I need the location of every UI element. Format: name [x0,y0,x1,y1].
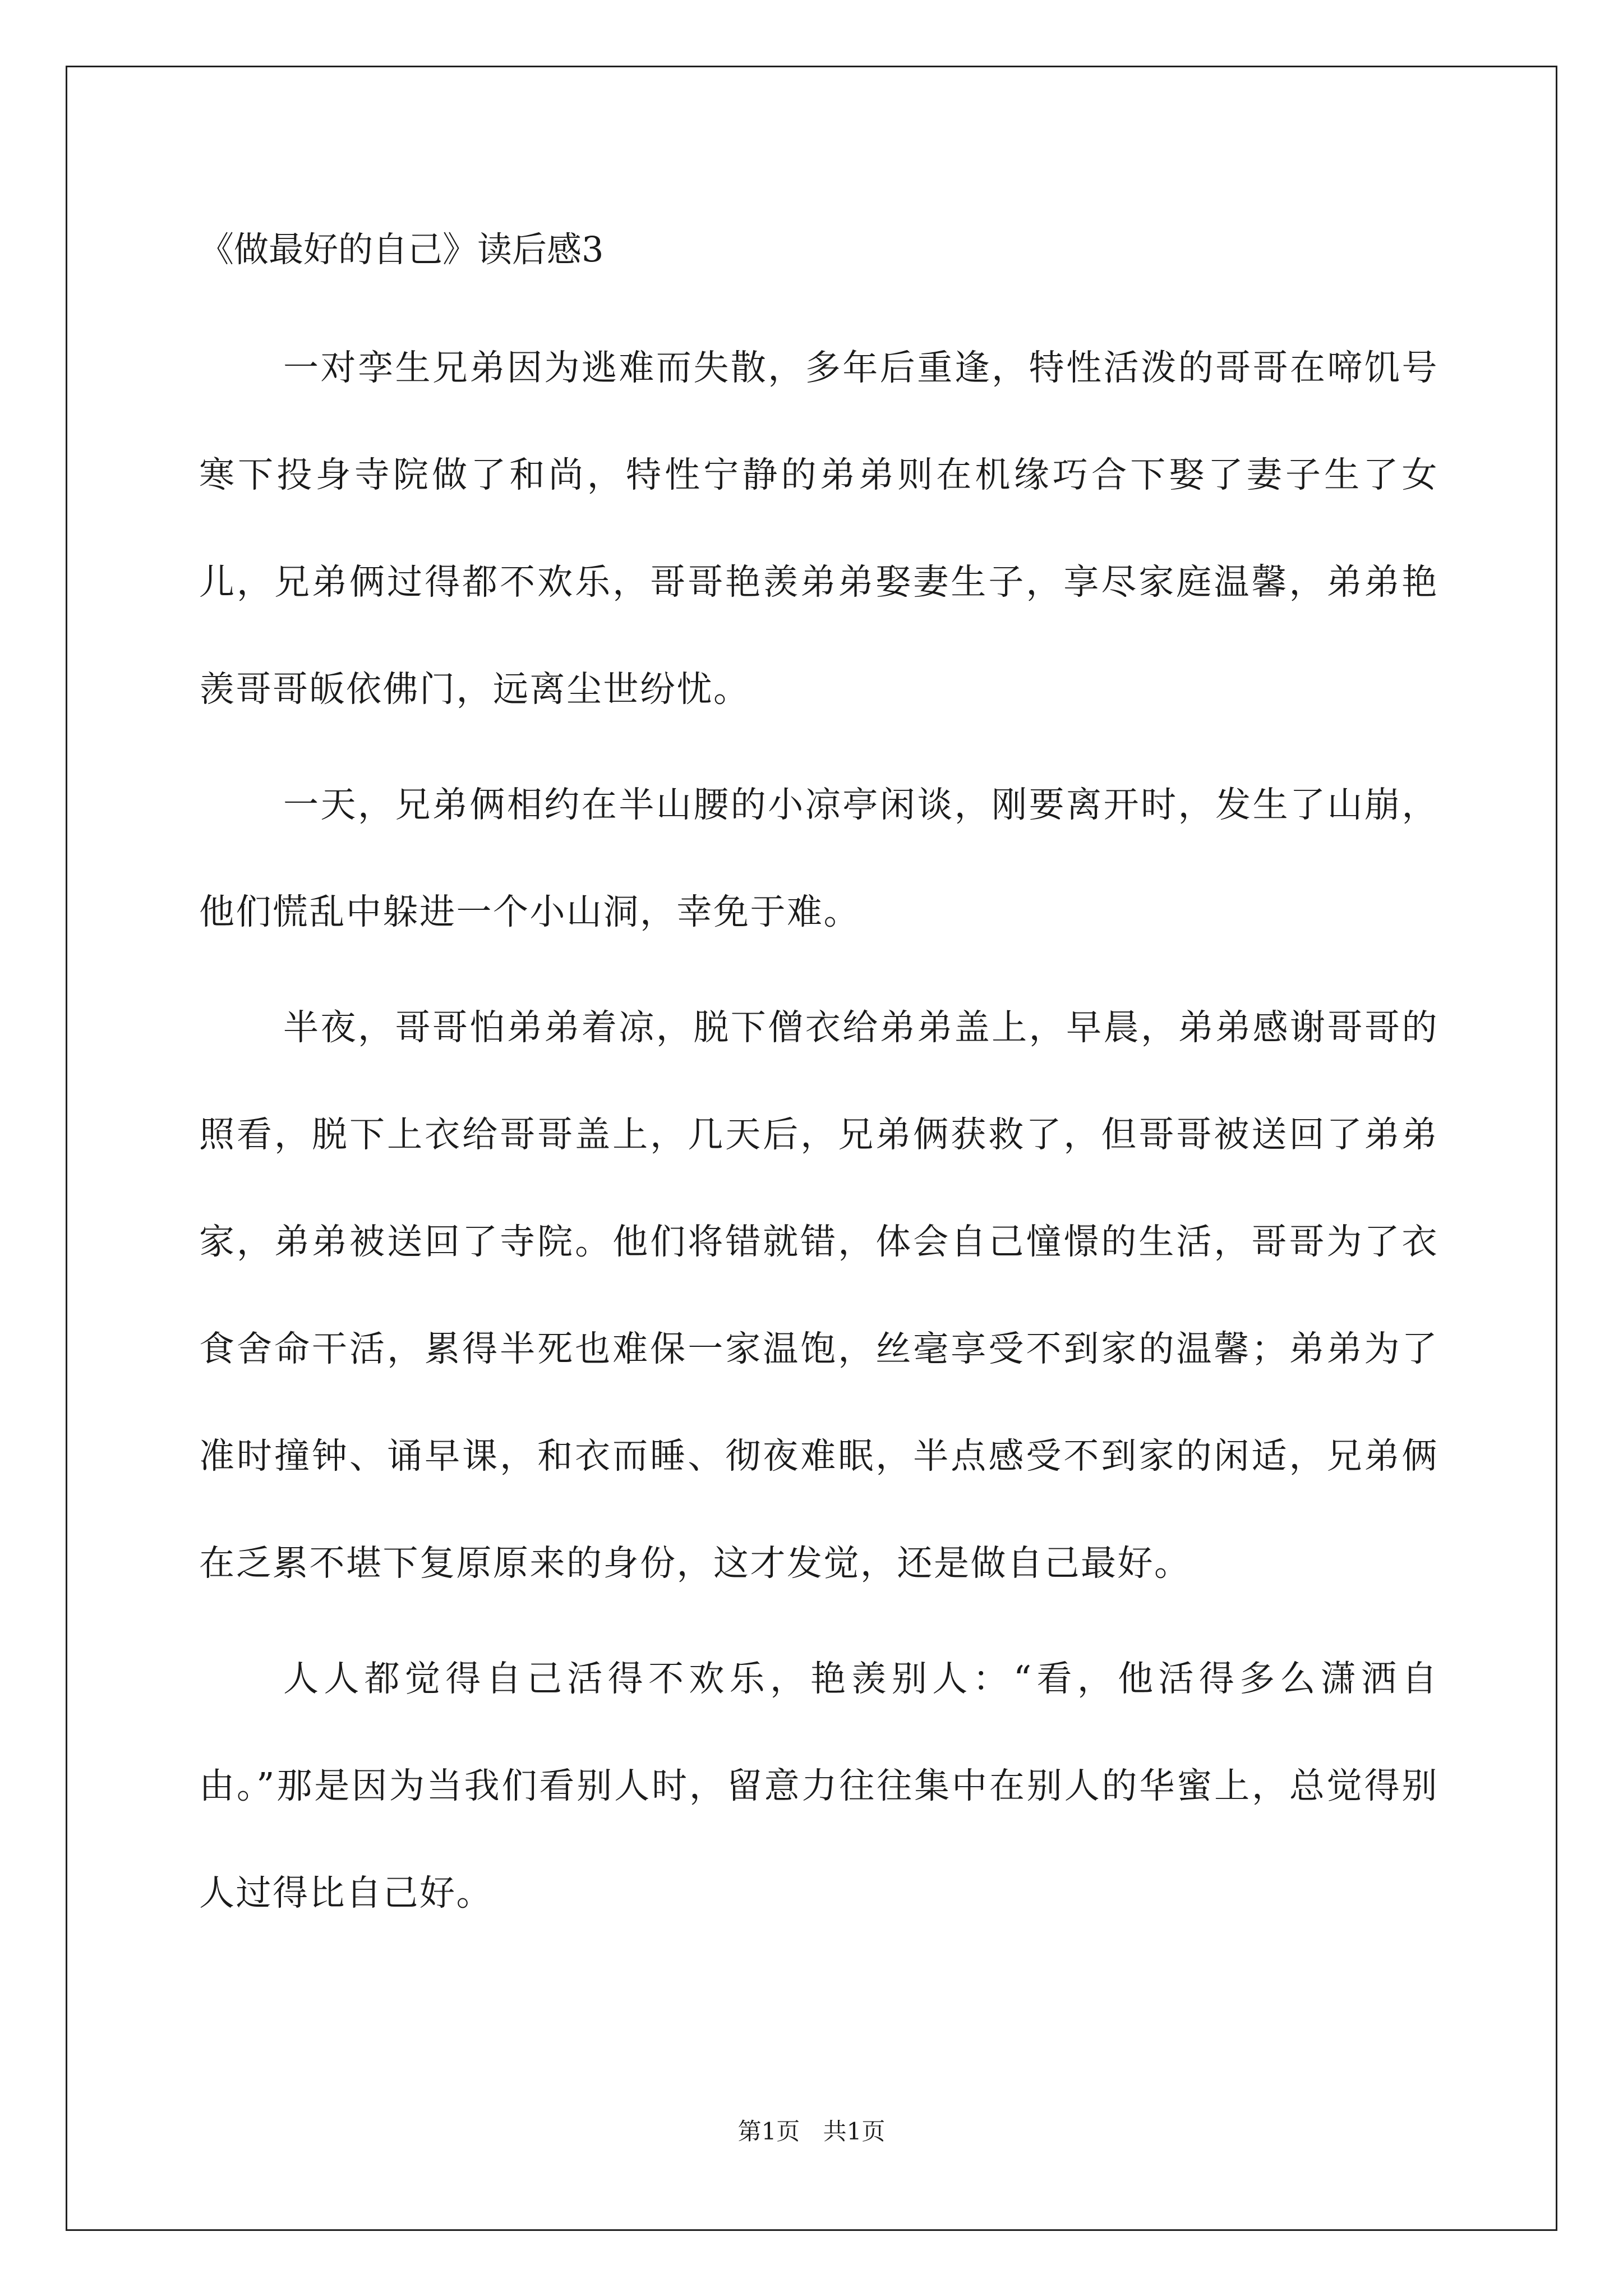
page-number: 第1页 [737,2118,800,2145]
paragraph-1: 一对孪生兄弟因为逃难而失散，多年后重逢，特性活泼的哥哥在啼饥号寒下投身寺院做了和尚，特性宁静的弟弟则在机缘巧合下娶了妻子生了女儿，兄弟俩过得都不欢乐，哥哥艳羡弟弟娶妻生子，享尽家庭温馨，弟弟艳羡哥哥皈依佛门，远离尘世纷忧。 [199,347,1438,710]
paragraph-2: 一天，兄弟俩相约在半山腰的小凉亭闲谈，刚要离开时，发生了山崩，他们慌乱中躲进一个小山洞，幸免于难。 [199,784,1438,932]
page-total: 共1页 [823,2118,886,2145]
paragraph-4: 人人都觉得自己活得不欢乐，艳羡别人：“看，他活得多么潇洒自由。”那是因为当我们看别人时，留意力往往集中在别人的华蜜上，总觉得别人过得比自己好。 [199,1658,1438,1913]
page-footer [0,2115,1623,2148]
paragraph-3: 半夜，哥哥怕弟弟着凉，脱下僧衣给弟弟盖上，早晨，弟弟感谢哥哥的照看，脱下上衣给哥哥盖上，几天后，兄弟俩获救了，但哥哥被送回了弟弟家，弟弟被送回了寺院。他们将错就错，体会自己憧憬的生活，哥哥为了衣食舍命干活，累得半死也难保一家温饱，丝毫享受不到家的温馨；弟弟为了准时撞钟、诵早课，和衣而睡、彻夜难眠，半点感受不到家的闲适，兄弟俩在乏累不堪下复原原来的身份，这才发觉，还是做自己最好。 [199,1007,1438,1584]
document-body [199,314,1438,1955]
document-title: 《做最好的自己》读后感3 [199,229,604,270]
